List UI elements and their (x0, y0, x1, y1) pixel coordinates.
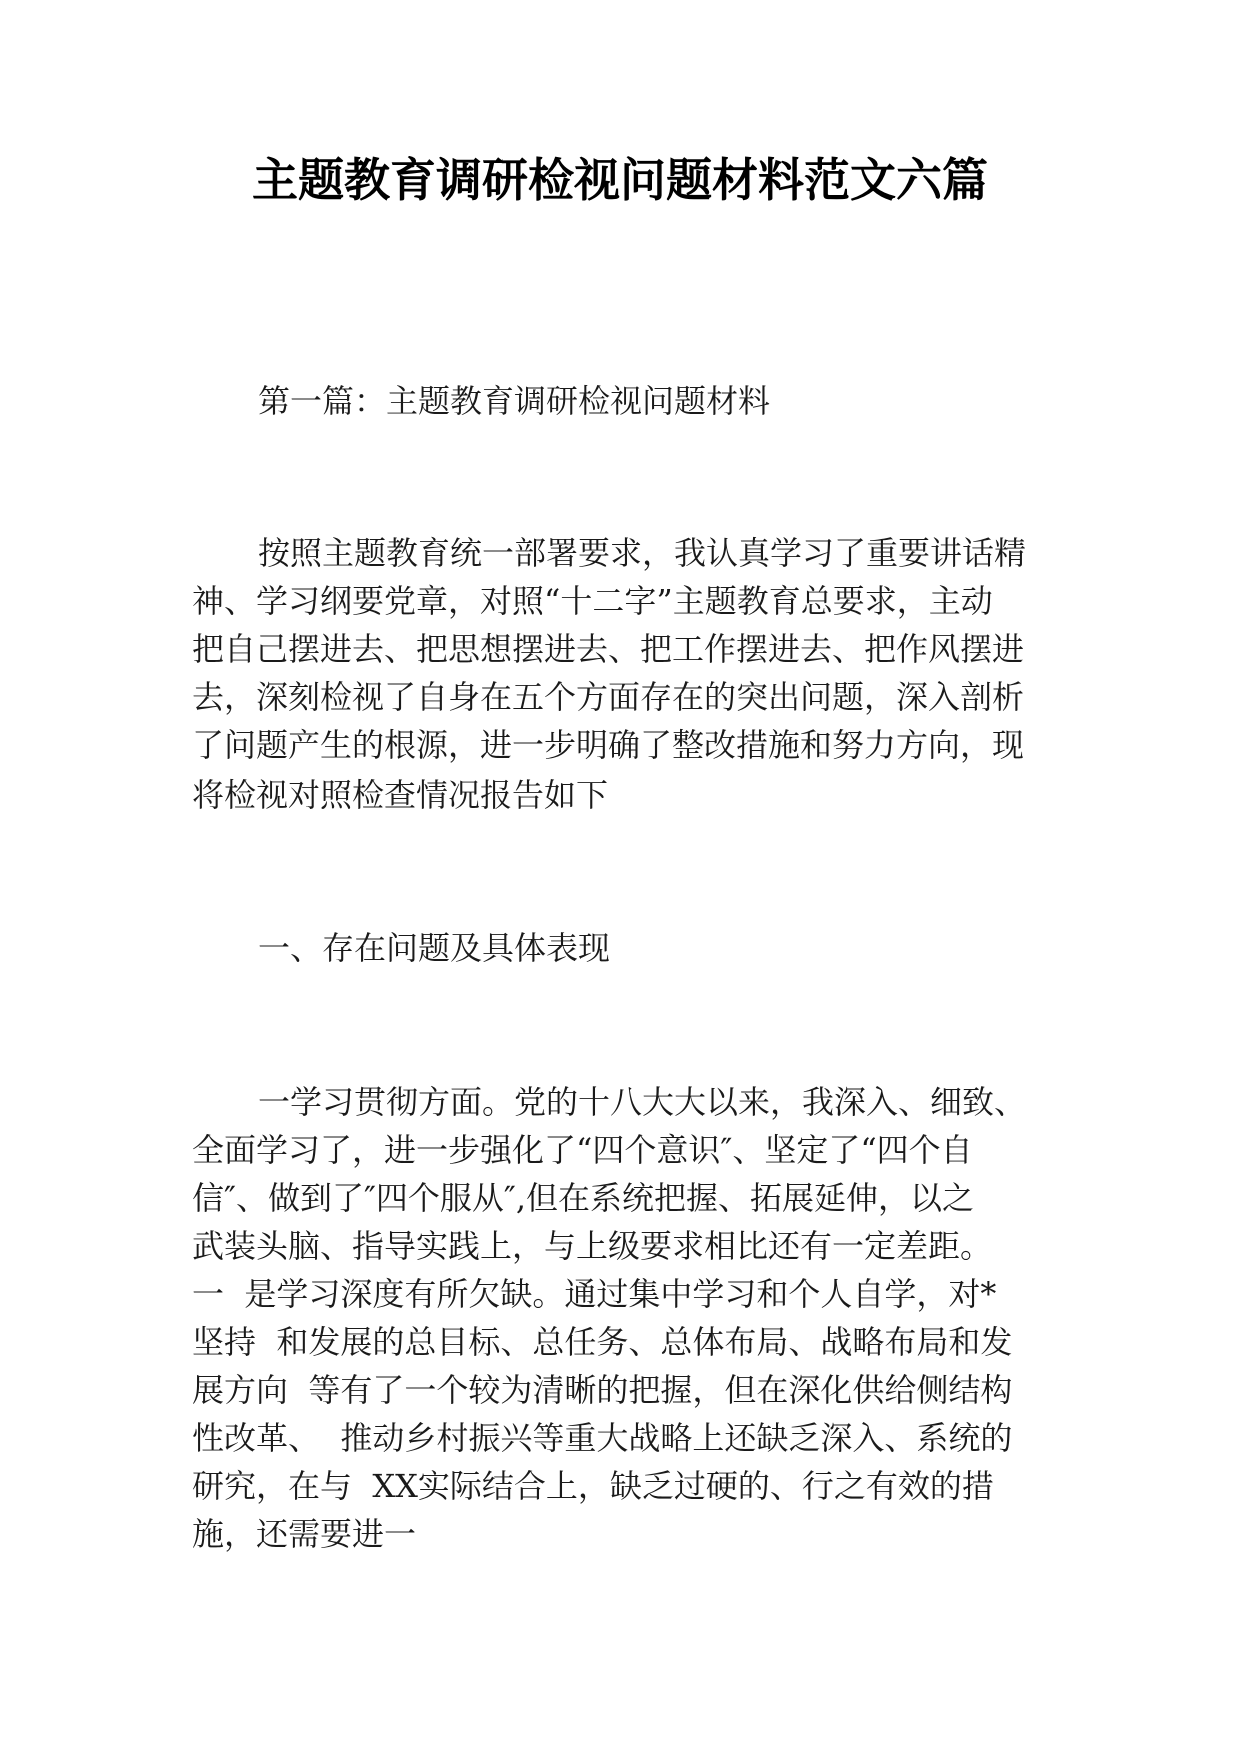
paragraph-line: 信″、做到了″四个服从″,但在系统把握、拓展延伸，以之 (192, 1179, 975, 1217)
paragraph-line: 坚持 和发展的总目标、总任务、总体布局、战略布局和发 (192, 1323, 1013, 1361)
paragraph-line: 全面学习了，进一步强化了“四个意识″、坚定了“四个自 (192, 1131, 973, 1169)
document-title: 主题教育调研检视问题材料范文六篇 (252, 153, 988, 207)
paragraph-line: 一 是学习深度有所欠缺。通过集中学习和个人自学，对* (192, 1275, 997, 1313)
paragraph-line: 把自己摆进去、把思想摆进去、把工作摆进去、把作风摆进 (192, 630, 1025, 668)
paragraph-line: 去，深刻检视了自身在五个方面存在的突出问题，深入剖析 (192, 678, 1025, 716)
paragraph-line: 研究，在与 XX实际结合上，缺乏过硬的、行之有效的措 (192, 1467, 994, 1505)
paragraph-line: 一学习贯彻方面。党的十八大大以来，我深入、细致、 (258, 1083, 1027, 1121)
paragraph-line: 将检视对照检查情况报告如下 (192, 776, 609, 814)
paragraph-line: 性改革、 推动乡村振兴等重大战略上还缺乏深入、系统的 (192, 1419, 1013, 1457)
paragraph-line: 神、学习纲要党章，对照“十二字”主题教育总要求，主动 (192, 582, 993, 620)
paragraph-line: 施，还需要进一 (192, 1515, 417, 1553)
paragraph-line: 按照主题教育统一部署要求，我认真学习了重要讲话精 (258, 534, 1027, 572)
section-heading: 第一篇：主题教育调研检视问题材料 (258, 382, 771, 420)
paragraph-line: 武装头脑、指导实践上，与上级要求相比还有一定差距。 (192, 1227, 993, 1265)
paragraph-line: 展方向 等有了一个较为清晰的把握，但在深化供给侧结构 (192, 1371, 1013, 1409)
paragraph-line: 了问题产生的根源，进一步明确了整改措施和努力方向，现 (192, 726, 1025, 764)
subheading: 一、存在问题及具体表现 (258, 929, 611, 967)
